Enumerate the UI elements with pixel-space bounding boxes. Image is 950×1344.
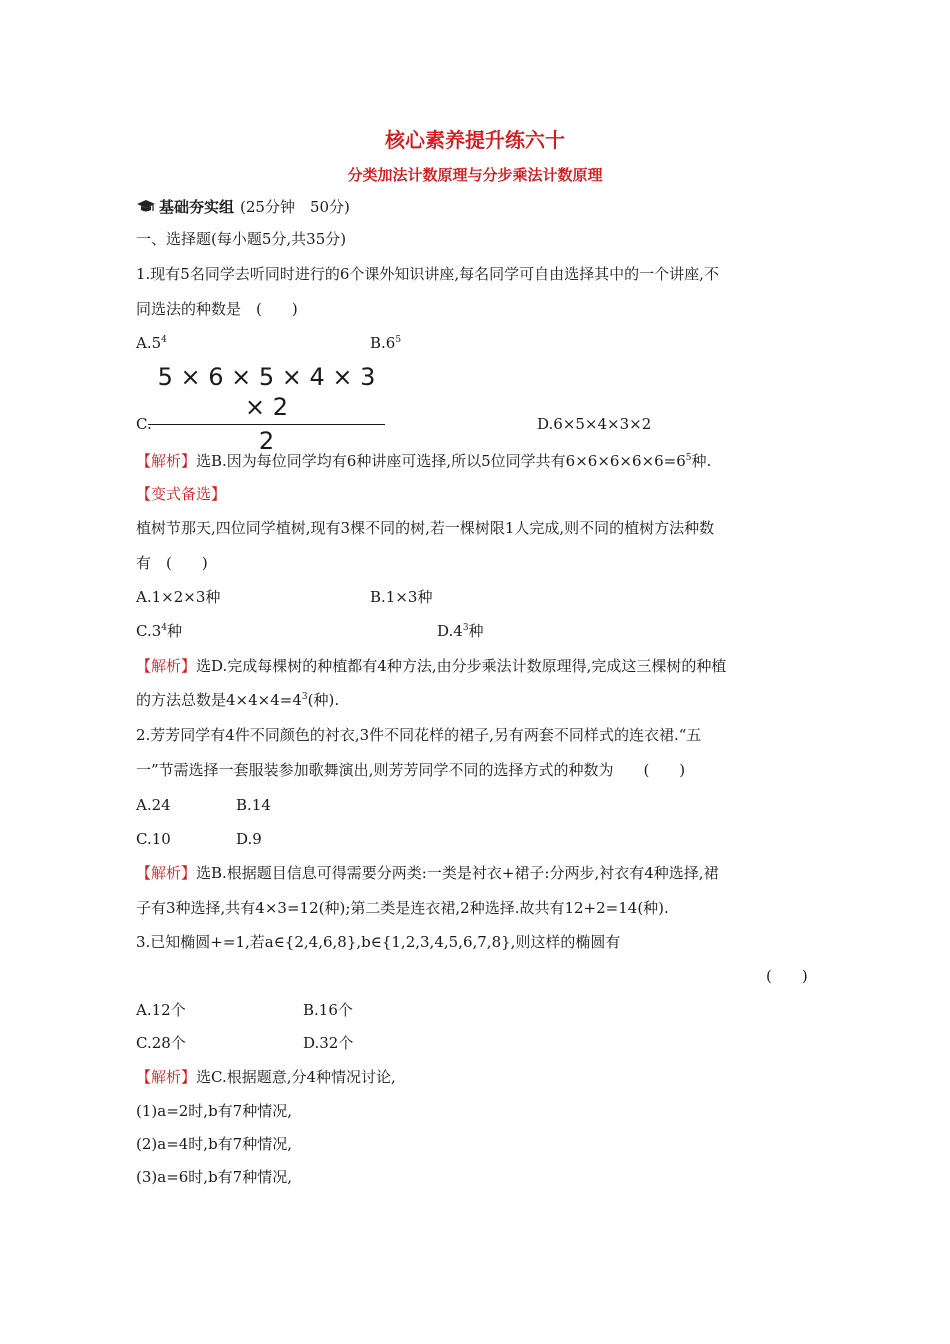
- fraction-numerator: 5 × 6 × 5 × 4 × 3 × 2: [148, 362, 385, 425]
- fraction-denominator: 2: [258, 427, 275, 455]
- q3-option-b: B.16个: [303, 1001, 353, 1019]
- q1-stem-line2: 同选法的种数是 ( ): [136, 300, 298, 318]
- q1-option-c-fraction: [148, 362, 385, 456]
- variant-option-b: B.1×3种: [370, 588, 433, 606]
- graduation-cap-icon: [136, 199, 156, 215]
- q2-stem-line2: 一”节需选择一套服装参加歌舞演出,则芳芳同学不同的选择方式的种数为 ( ): [136, 761, 686, 779]
- section-label: 基础夯实组: [159, 198, 235, 216]
- q3-option-d: D.32个: [303, 1034, 354, 1052]
- variant-option-c: $C.3^4$种: [136, 622, 183, 640]
- variant-option-a: A.1×2×3种: [136, 588, 221, 606]
- q1-analysis: 【解析】选B.因为每位同学均有6种讲座可选择,所以5位同学共有$6\times 6\times 6\times 6\times 6=6^5$种.: [136, 452, 712, 470]
- variant-stem-line2: 有 ( ): [136, 554, 208, 572]
- q1-option-c-label: C.: [136, 415, 152, 433]
- page-title: 核心素养提升练六十: [385, 128, 565, 152]
- variant-analysis-line2: 的方法总数是$4\times 4\times 4=4^3$(种).: [136, 691, 340, 709]
- q1-option-b: $B.6^5$: [370, 334, 402, 352]
- q3-case-1: (1)a=2时,b有7种情况,: [136, 1102, 292, 1120]
- q1-stem-line1: 1.现有5名同学去听同时进行的6个课外知识讲座,每名同学可自由选择其中的一个讲座,不: [136, 265, 719, 283]
- q3-case-3: (3)a=6时,b有7种情况,: [136, 1168, 292, 1186]
- section-heading: 一、选择题(每小题5分,共35分): [136, 230, 347, 248]
- q3-answer-paren: ( ): [766, 967, 808, 985]
- q3-case-2: (2)a=4时,b有7种情况,: [136, 1135, 292, 1153]
- q1-option-d: D.6×5×4×3×2: [537, 415, 652, 433]
- q2-analysis-line2: 子有3种选择,共有4×3=12(种);第二类是连衣裙,2种选择.故共有12+2=14(种).: [136, 899, 669, 917]
- q3-stem-line1: 3.已知椭圆+=1,若a∈{2,4,6,8},b∈{1,2,3,4,5,6,7,8},则这样的椭圆有: [136, 933, 621, 951]
- section-time-score: (25分钟 50分): [240, 198, 350, 216]
- q1-option-a: $A.5^4$: [136, 334, 167, 352]
- variant-analysis-line1: 【解析】选D.完成每棵树的种植都有4种方法,由分步乘法计数原理得,完成这三棵树的种植: [136, 657, 727, 675]
- section-badge: [136, 196, 350, 217]
- q2-option-a: A.24: [136, 796, 171, 814]
- variant-option-d: $D.4^3$种: [437, 622, 484, 640]
- variant-tag: 【变式备选】: [136, 485, 227, 503]
- q2-option-b: B.14: [236, 796, 271, 814]
- q3-option-a: A.12个: [136, 1001, 186, 1019]
- variant-stem-line1: 植树节那天,四位同学植树,现有3棵不同的树,若一棵树限1人完成,则不同的植树方法种数: [136, 519, 715, 537]
- q2-analysis-line1: 【解析】选B.根据题目信息可得需要分两类:一类是衬衣+裙子:分两步,衬衣有4种选择,裙: [136, 864, 719, 882]
- page-subtitle: 分类加法计数原理与分步乘法计数原理: [347, 166, 603, 184]
- q3-analysis-line1: 【解析】选C.根据题意,分4种情况讨论,: [136, 1068, 396, 1086]
- q2-stem-line1: 2.芳芳同学有4件不同颜色的衬衣,3件不同花样的裙子,另有两套不同样式的连衣裙.“五: [136, 726, 702, 744]
- q2-option-c: C.10: [136, 830, 171, 848]
- q2-option-d: D.9: [236, 830, 262, 848]
- q3-option-c: C.28个: [136, 1034, 186, 1052]
